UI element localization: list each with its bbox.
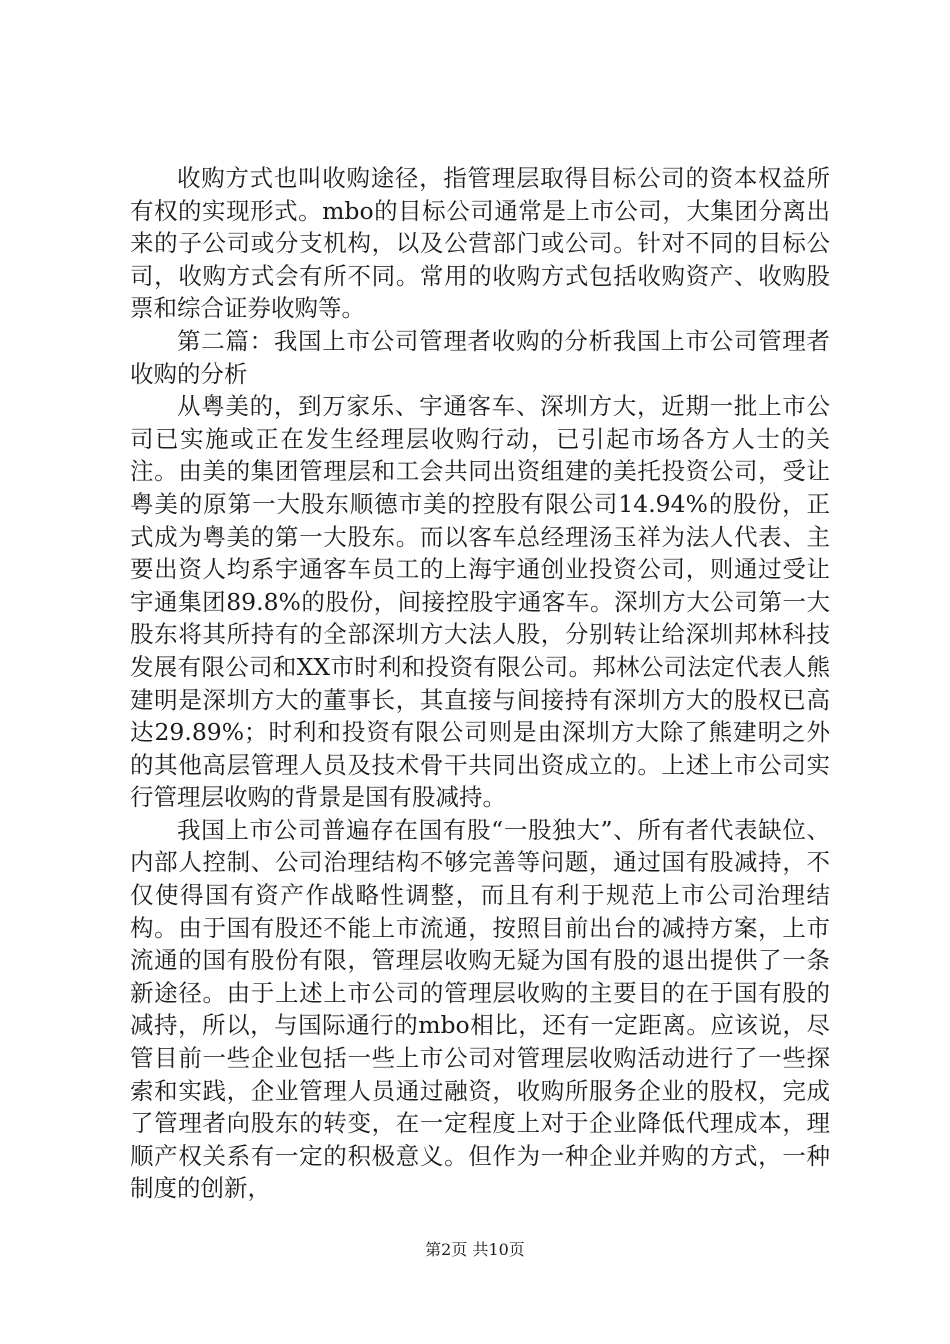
section-heading: 第二篇：我国上市公司管理者收购的分析我国上市公司管理者收购的分析 <box>130 326 830 388</box>
page-footer: 第2页 共10页 <box>425 1240 525 1259</box>
paragraph-state-shares: 我国上市公司普遍存在国有股“一股独大”、所有者代表缺位、内部人控制、公司治理结构不够完善等问题，通过国有股减持，不仅使得国有资产作战略性调整，而且有利于规范上市公司治理结构。由于国有股还不能上市流通，按照目前出台的减持方案，上市流通的国有股份有限，管理层收购无疑为国有股的退出提供了一条新途径。由于上述上市公司的管理层收购的主要目的在于国有股的减持，所以，与国际通行的mbo相比，还有一定距离。应该说，尽管目前一些企业包括一些上市公司对管理层收购活动进行了一些探索和实践，企业管理人员通过融资，收购所服务企业的股权，完成了管理者向股东的转变，在一定程度上对于企业降低代理成本，理顺产权关系有一定的积极意义。但作为一种企业并购的方式，一种制度的创新， <box>130 815 830 1203</box>
paragraph-acquisition-methods: 收购方式也叫收购途径，指管理层取得目标公司的资本权益所有权的实现形式。mbo的目标公司通常是上市公司，大集团分离出来的子公司或分支机构，以及公营部门或公司。针对不同的目标公司，收购方式会有所不同。常用的收购方式包括收购资产、收购股票和综合证券收购等。 <box>130 164 830 323</box>
paragraph-mbo-cases: 从粤美的，到万家乐、宇通客车、深圳方大，近期一批上市公司已实施或正在发生经理层收购行动，已引起市场各方人士的关注。由美的集团管理层和工会共同出资组建的美托投资公司，受让粤美的原第一大股东顺德市美的控股有限公司14.94%的股份，正式成为粤美的第一大股东。而以客车总经理汤玉祥为法人代表、主要出资人均系宇通客车员工的上海宇通创业投资公司，则通过受让宇通集团89.8%的股份，间接控股宇通客车。深圳方大公司第一大股东将其所持有的全部深圳方大法人股，分别转让给深圳邦林科技发展有限公司和XX市时利和投资有限公司。邦林公司法定代表人熊建明是深圳方大的董事长，其直接与间接持有深圳方大的股权已高达29.89%；时利和投资有限公司则是由深圳方大除了熊建明之外的其他高层管理人员及技术骨干共同出资成立的。上述上市公司实行管理层收购的背景是国有股减持。 <box>130 392 830 812</box>
document-body <box>130 162 830 1205</box>
